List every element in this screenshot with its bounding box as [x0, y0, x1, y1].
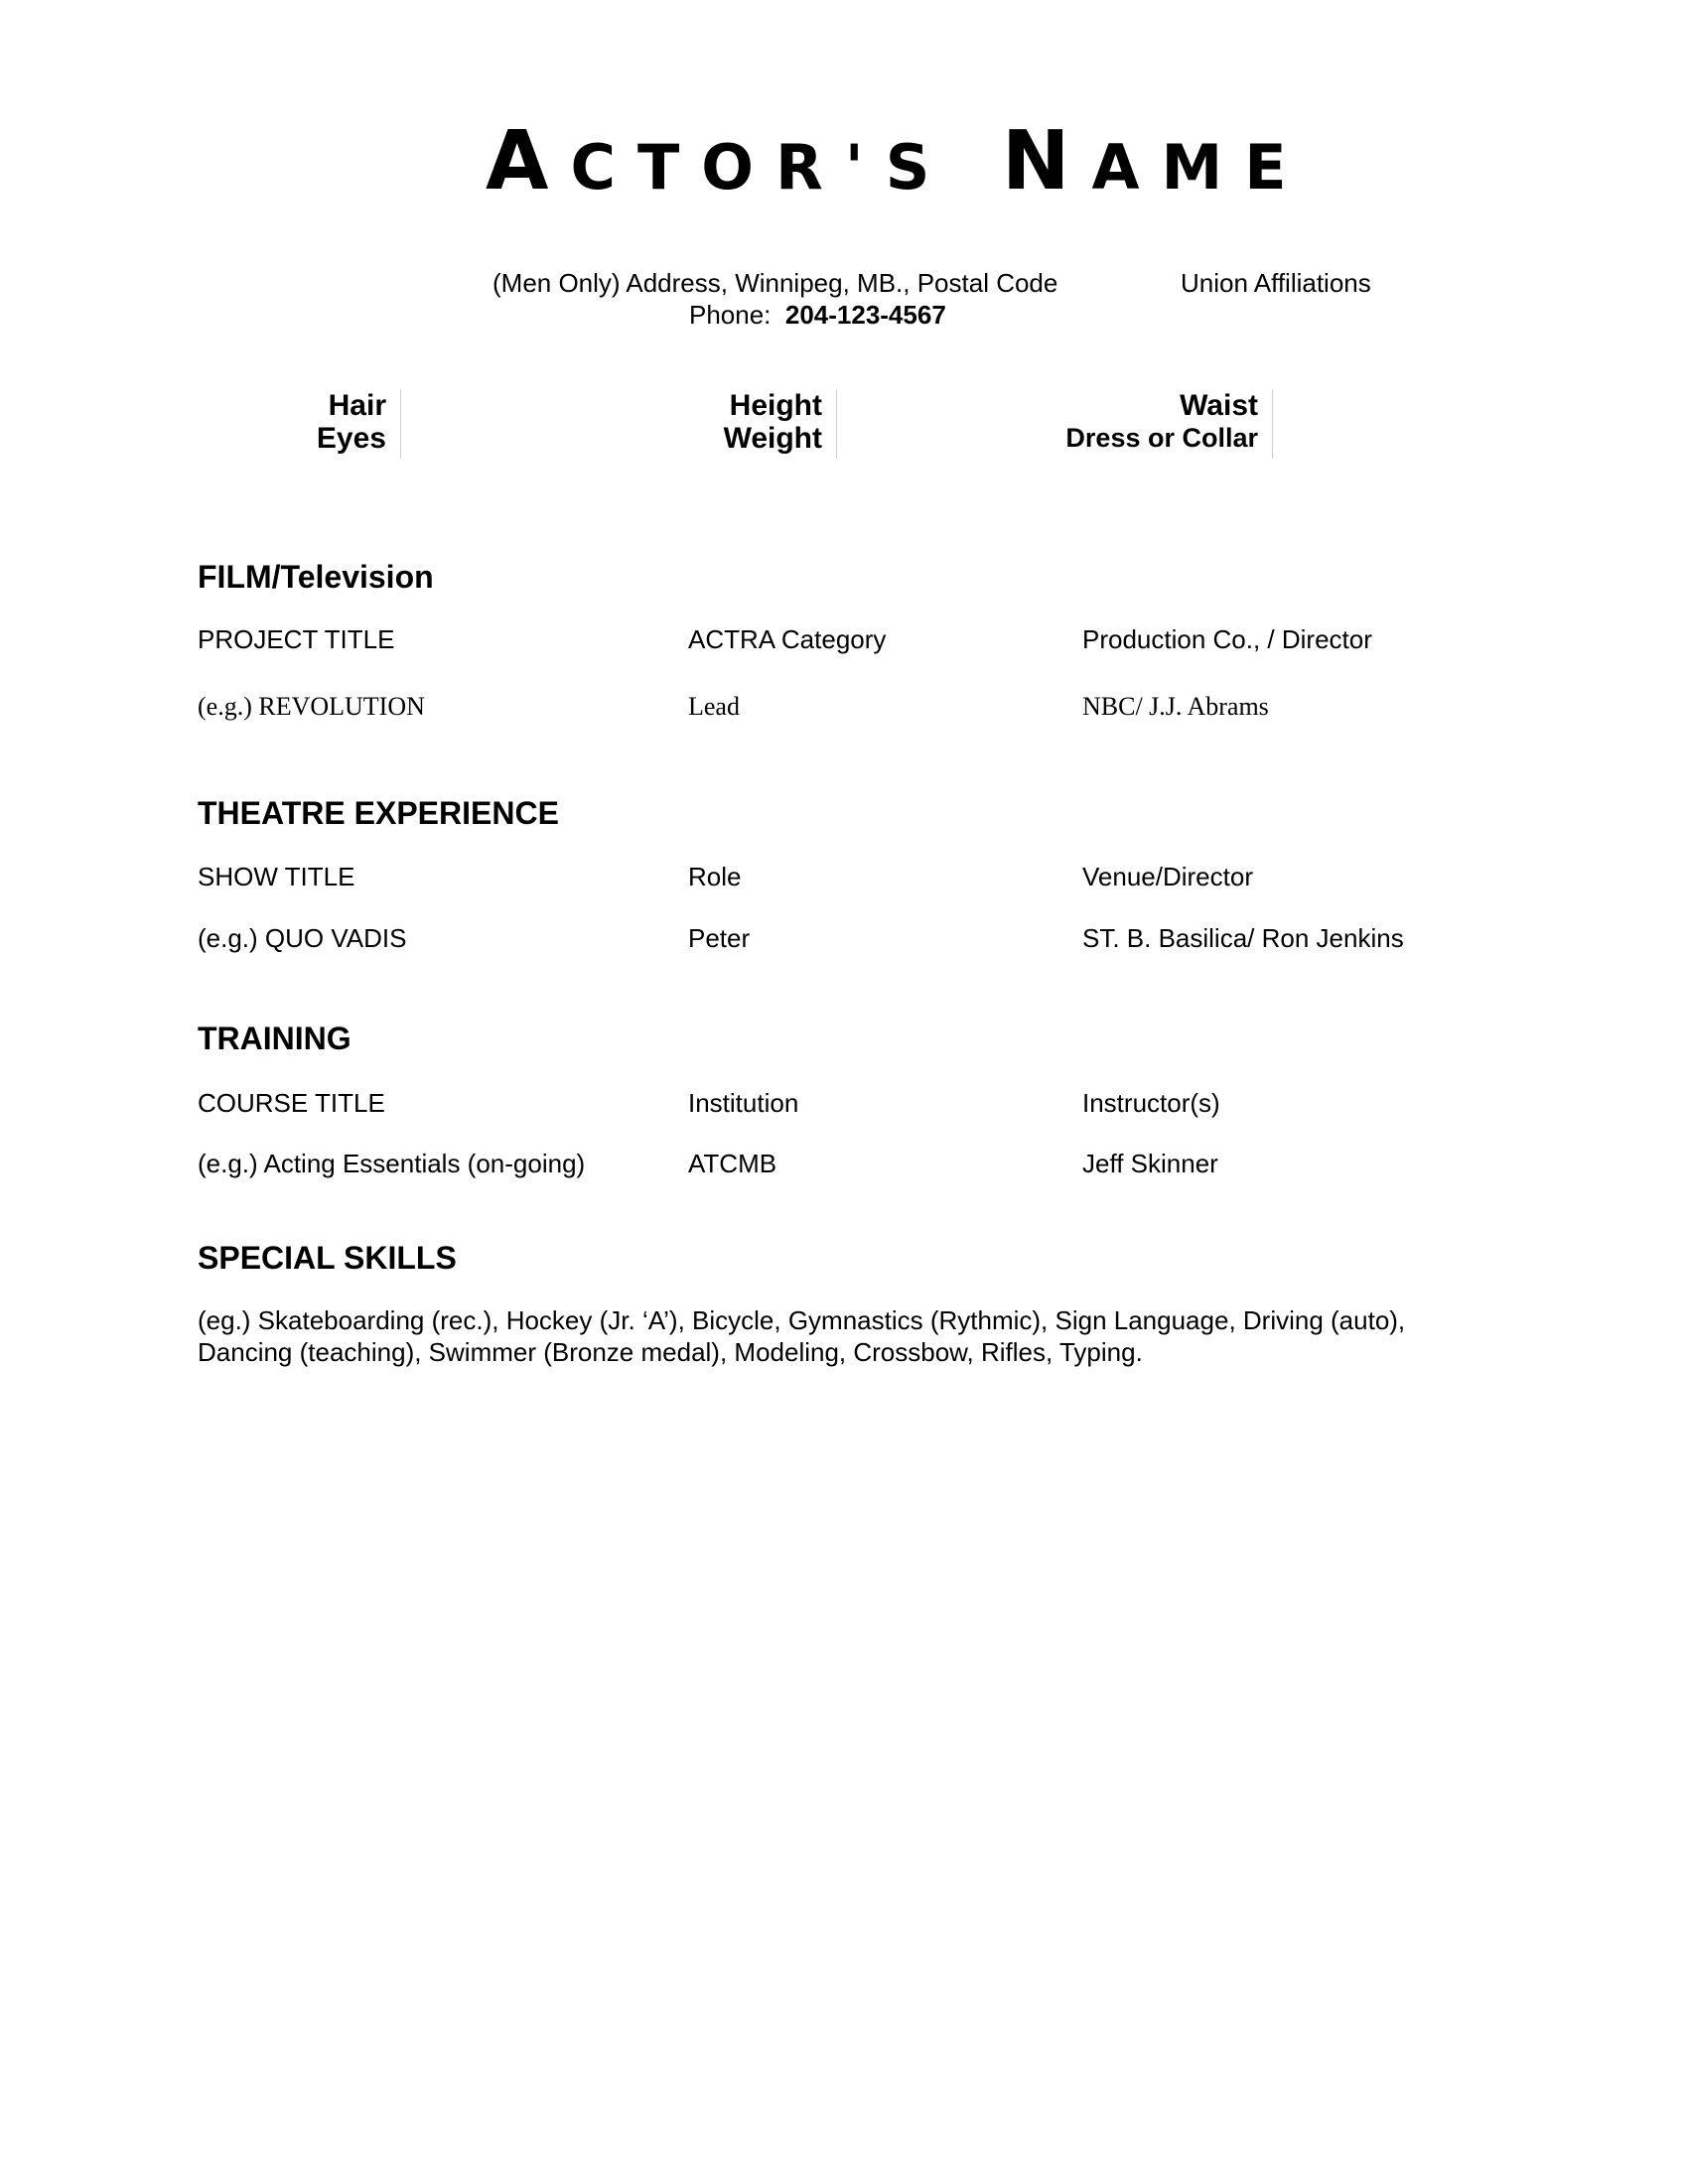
skills-paragraph: (eg.) Skateboarding (rec.), Hockey (Jr. ‘A’), Bicycle, Gymnastics (Rythmic), Sign Language, Driving (auto), Dancing (teaching), Swimmer (Bronze medal), Modeling, Crossbow, Rifles, Typing. [198, 1305, 1406, 1367]
title-initial-n: N [1001, 114, 1092, 208]
column-header: ACTRA Category [688, 624, 887, 654]
address-line: (Men Only) Address, Winnipeg, MB., Postal Code [492, 268, 1058, 298]
stat-divider [1272, 389, 1273, 459]
table-cell: Lead [688, 692, 740, 721]
table-cell: (e.g.) Acting Essentials (on-going) [198, 1149, 586, 1178]
column-header: COURSE TITLE [198, 1088, 385, 1118]
table-cell: NBC/ J.J. Abrams [1082, 692, 1269, 721]
stat-divider [400, 389, 401, 459]
column-header: Instructor(s) [1082, 1088, 1220, 1118]
column-header: SHOW TITLE [198, 862, 355, 891]
title-word-actors: CTOR'S [570, 131, 952, 204]
table-cell: ATCMB [688, 1149, 777, 1178]
phone-number: 204-123-4567 [784, 300, 946, 330]
column-header: Role [688, 862, 742, 891]
stat-group-waist-dress [1065, 389, 1258, 455]
actor-name-title [486, 114, 1309, 208]
stat-dress-collar: Dress or Collar [1065, 423, 1258, 453]
stat-group-hair-eyes [317, 389, 386, 455]
stat-weight: Weight [723, 422, 822, 455]
stat-waist: Waist [1180, 389, 1258, 422]
column-header: Venue/Director [1082, 862, 1253, 891]
column-header: PROJECT TITLE [198, 624, 395, 654]
section-heading-film: FILM/Television [198, 559, 434, 595]
section-heading-training: TRAINING [198, 1021, 352, 1056]
column-header: Institution [688, 1088, 799, 1118]
title-word-name: AME [1091, 131, 1309, 204]
table-cell: ST. B. Basilica/ Ron Jenkins [1082, 923, 1404, 953]
section-heading-theatre: THEATRE EXPERIENCE [198, 795, 559, 831]
table-cell: (e.g.) REVOLUTION [198, 692, 425, 721]
section-heading-skills: SPECIAL SKILLS [198, 1240, 457, 1276]
table-cell: Peter [688, 923, 751, 953]
column-header: Production Co., / Director [1082, 624, 1372, 654]
stat-eyes: Eyes [316, 422, 386, 455]
phone-label: Phone: [689, 300, 772, 330]
stat-height: Height [729, 389, 822, 422]
title-initial-a: A [486, 114, 571, 208]
union-affiliations: Union Affiliations [1181, 268, 1371, 298]
stat-hair: Hair [328, 389, 386, 422]
table-cell: (e.g.) QUO VADIS [198, 923, 407, 953]
stat-group-height-weight [724, 389, 822, 455]
table-cell: Jeff Skinner [1082, 1149, 1218, 1178]
stat-divider [836, 389, 837, 459]
phone-line [689, 300, 946, 330]
